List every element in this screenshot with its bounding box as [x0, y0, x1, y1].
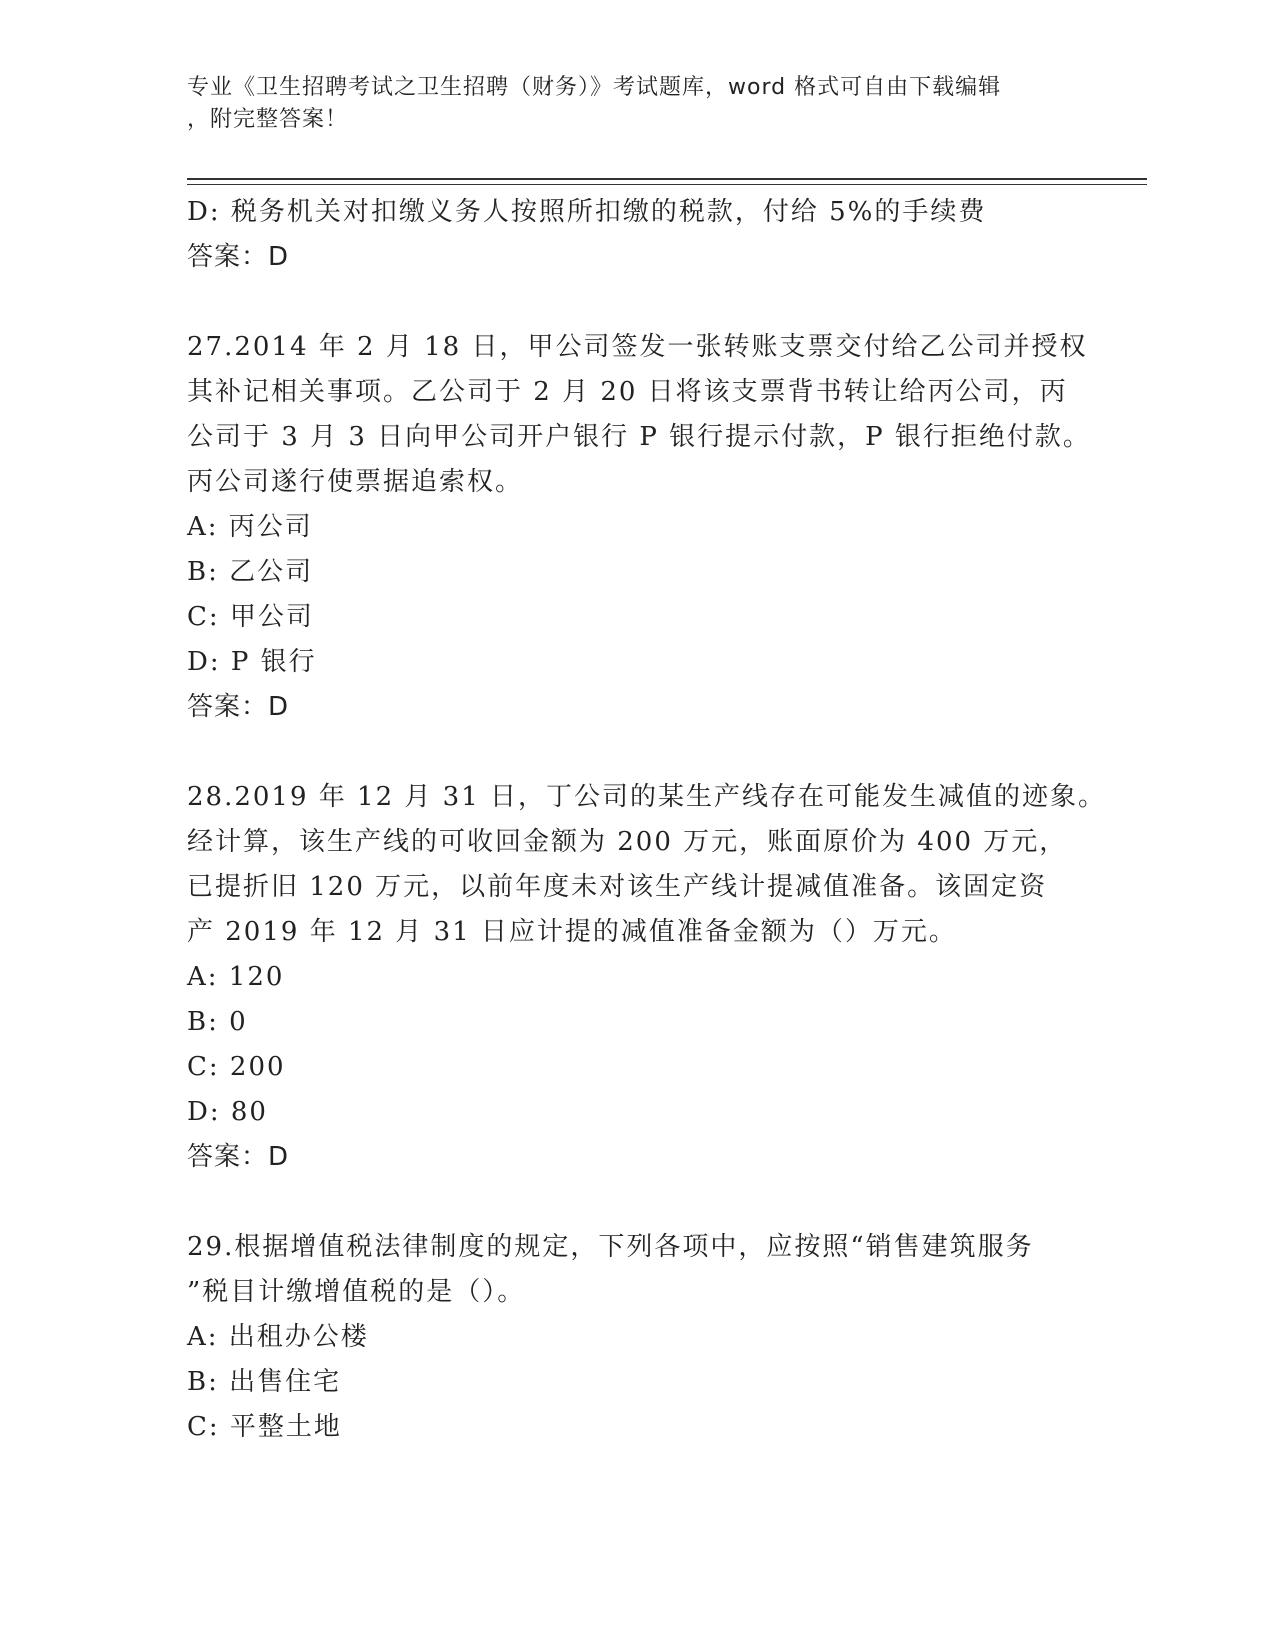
header-line-1: 专业《卫生招聘考试之卫生招聘（财务）》考试题库，word 格式可自由下载编辑: [187, 75, 1002, 100]
question-29: [187, 1225, 1087, 1450]
header-rule-thin: [187, 184, 1147, 185]
document-body: [187, 190, 1107, 1450]
question-stem-line: 28.2019 年 12 月 31 日，丁公司的某生产线存在可能发生减值的迹象。: [187, 782, 1107, 812]
question-stem-line: 经计算，该生产线的可收回金额为 200 万元，账面原价为 400 万元，: [187, 827, 1068, 857]
question-28: [187, 775, 1107, 1180]
answer: 答案：D: [187, 1142, 290, 1172]
question-stem-line: 其补记相关事项。乙公司于 2 月 20 日将该支票背书转让给丙公司，丙: [187, 377, 1068, 407]
option-a: A: 丙公司: [187, 512, 313, 542]
question-27: [187, 325, 1091, 730]
option-a: A: 出租办公楼: [187, 1322, 369, 1352]
question-stem-line: 丙公司遂行使票据追索权。: [187, 467, 524, 497]
option-c: C: 甲公司: [187, 602, 314, 632]
option-c: C: 200: [187, 1052, 286, 1082]
option-b: B: 0: [187, 1007, 248, 1037]
question-stem-line: 产 2019 年 12 月 31 日应计提的减值准备金额为（）万元。: [187, 917, 957, 947]
option-d: D: 80: [187, 1097, 268, 1127]
answer: 答案：D: [187, 242, 290, 272]
option-d: D: P 银行: [187, 647, 317, 677]
option-a: A: 120: [187, 962, 285, 992]
question-stem-line: 29.根据增值税法律制度的规定，下列各项中，应按照“销售建筑服务: [187, 1232, 1034, 1262]
option-c: C: 平整土地: [187, 1412, 342, 1442]
option-b: B: 乙公司: [187, 557, 314, 587]
question-stem-line: 27.2014 年 2 月 18 日，甲公司签发一张转账支票交付给乙公司并授权: [187, 332, 1088, 362]
header-line-2: ，附完整答案！: [187, 107, 349, 132]
header-rule-thick: [187, 178, 1147, 180]
option-d: D: 税务机关对扣缴义务人按照所扣缴的税款，付给 5%的手续费: [187, 197, 987, 227]
document-header: [187, 72, 1067, 136]
answer: 答案：D: [187, 692, 290, 722]
question-stem-line: 已提折旧 120 万元，以前年度未对该生产线计提减值准备。该固定资: [187, 872, 1048, 902]
question-stem-line: 公司于 3 月 3 日向甲公司开户银行 P 银行提示付款，P 银行拒绝付款。: [187, 422, 1091, 452]
question-stem-line: ”税目计缴增值税的是（）。: [187, 1277, 526, 1307]
option-b: B: 出售住宅: [187, 1367, 342, 1397]
